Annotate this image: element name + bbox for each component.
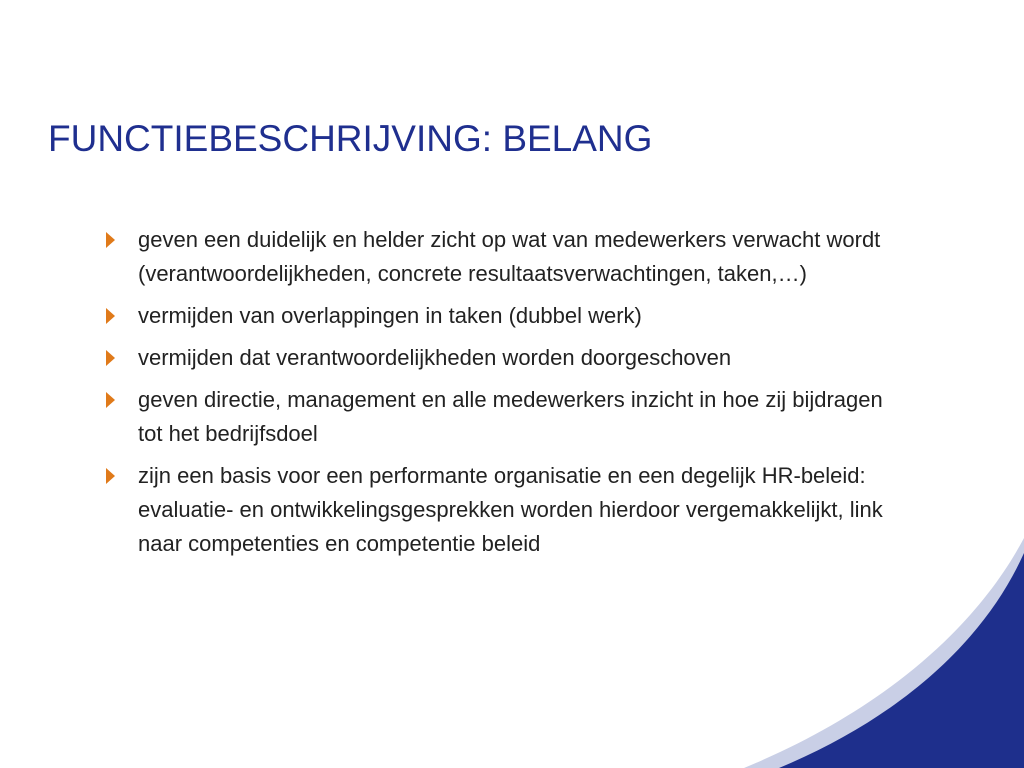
bullet-text: vermijden van overlappingen in taken (dubbel werk): [138, 303, 642, 328]
bullet-text: geven een duidelijk en helder zicht op wat van medewerkers verwacht wordt (verantwoordelijkheden, concrete resultaatsverwachtingen, taken,…): [138, 227, 881, 286]
bullet-item: [104, 341, 904, 375]
triangle-bullet-icon: [106, 308, 115, 324]
decorative-swoosh: [724, 488, 1024, 768]
triangle-bullet-icon: [106, 350, 115, 366]
bullet-item: [104, 223, 904, 291]
triangle-bullet-icon: [106, 392, 115, 408]
slide-title: FUNCTIEBESCHRIJVING: BELANG: [48, 118, 653, 159]
bullet-text: zijn een basis voor een performante organisatie en een degelijk HR-beleid: evaluatie- en ontwikkelingsgesprekken worden hierdoor vergemakkelijkt, link naar competenties en competentie beleid: [138, 463, 883, 556]
triangle-bullet-icon: [106, 468, 115, 484]
bullet-item: [104, 383, 904, 451]
bullet-item: [104, 299, 904, 333]
bullet-text: geven directie, management en alle medewerkers inzicht in hoe zij bijdragen tot het bedrijfsdoel: [138, 387, 883, 446]
bullet-text: vermijden dat verantwoordelijkheden worden doorgeschoven: [138, 345, 732, 370]
triangle-bullet-icon: [106, 232, 115, 248]
